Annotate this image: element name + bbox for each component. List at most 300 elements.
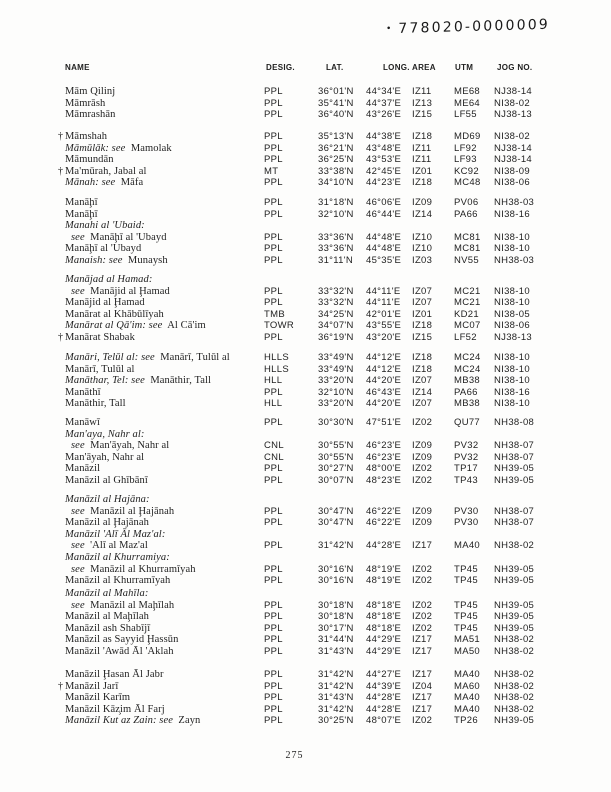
utm-code: MC24 bbox=[454, 352, 481, 363]
latitude: 34°10'N bbox=[318, 177, 354, 189]
jog-number: NI38-10 bbox=[494, 285, 530, 297]
utm-code: MA40 bbox=[454, 692, 481, 704]
table-row bbox=[0, 600, 611, 612]
area-code: IZ14 bbox=[412, 386, 433, 398]
utm-code: LF92 bbox=[454, 142, 477, 154]
utm-code: NV55 bbox=[454, 254, 479, 266]
area-code: IZ07 bbox=[412, 297, 433, 309]
utm-code: TP43 bbox=[454, 474, 478, 486]
handwritten-annotation bbox=[386, 17, 550, 38]
jog-number: NI38-02 bbox=[494, 97, 530, 109]
longitude: 43°53'E bbox=[366, 154, 402, 166]
latitude: 33°20'N bbox=[318, 398, 354, 410]
longitude: 44°28'E bbox=[366, 692, 402, 704]
designation: PPL bbox=[264, 599, 283, 611]
longitude: 44°20'E bbox=[366, 375, 402, 387]
utm-code: KD21 bbox=[454, 308, 479, 320]
table-row bbox=[0, 646, 611, 658]
designation: PPL bbox=[264, 386, 283, 398]
latitude: 30°17'N bbox=[318, 622, 354, 634]
area-code: IZ02 bbox=[412, 622, 433, 634]
designation: PPL bbox=[264, 680, 283, 692]
longitude: 44°38'E bbox=[366, 131, 402, 142]
utm-code: TP17 bbox=[454, 463, 478, 475]
longitude: 48°18'E bbox=[366, 622, 402, 634]
table-group bbox=[0, 417, 611, 487]
jog-number: NH38-07 bbox=[494, 517, 535, 529]
jog-number: NH38-07 bbox=[494, 505, 535, 517]
utm-code: PV06 bbox=[454, 197, 479, 208]
utm-code: MC81 bbox=[454, 243, 481, 255]
latitude: 31°11'N bbox=[318, 254, 354, 266]
longitude: 47°51'E bbox=[366, 417, 402, 428]
designation: PPL bbox=[264, 131, 283, 142]
area-code: IZ03 bbox=[412, 254, 433, 266]
designation: PPL bbox=[264, 331, 283, 343]
jog-number: NI38-06 bbox=[494, 320, 530, 332]
longitude: 48°23'E bbox=[366, 474, 402, 486]
table-row bbox=[0, 588, 611, 600]
utm-code: MC21 bbox=[454, 285, 481, 297]
area-code: IZ01 bbox=[412, 165, 433, 177]
utm-code: TP45 bbox=[454, 599, 478, 611]
table-row bbox=[0, 452, 611, 464]
table-row bbox=[0, 417, 611, 429]
latitude: 31°44'N bbox=[318, 634, 354, 646]
area-code: IZ02 bbox=[412, 463, 433, 475]
utm-code: QU77 bbox=[454, 417, 481, 428]
place-name: Manāthir, Tall bbox=[65, 398, 126, 410]
designation: PPL bbox=[264, 669, 283, 680]
latitude: 36°40'N bbox=[318, 109, 354, 121]
longitude: 48°19'E bbox=[366, 563, 402, 575]
jog-number: NH38-02 bbox=[494, 634, 535, 646]
place-name: Man'aya, Nahr al: bbox=[65, 428, 145, 440]
table-row bbox=[0, 669, 611, 681]
designation: PPL bbox=[264, 692, 283, 704]
place-name: Manārat Shabak bbox=[65, 331, 135, 343]
area-code: IZ09 bbox=[412, 197, 433, 208]
table-row bbox=[0, 575, 611, 587]
utm-code: LF55 bbox=[454, 109, 477, 121]
utm-code: LF93 bbox=[454, 154, 477, 166]
place-name: Manārat al Khābūlīyah bbox=[65, 308, 164, 320]
utm-code: MC81 bbox=[454, 231, 481, 243]
latitude: 31°42'N bbox=[318, 680, 354, 692]
designation: PPL bbox=[264, 463, 283, 475]
table-row bbox=[0, 634, 611, 646]
table-row bbox=[0, 243, 611, 255]
longitude: 44°39'E bbox=[366, 680, 402, 692]
area-code: IZ15 bbox=[412, 109, 433, 121]
table-row bbox=[0, 552, 611, 564]
designation: PPL bbox=[264, 563, 283, 575]
jog-number: NH39-05 bbox=[494, 563, 535, 575]
table-header-row bbox=[0, 63, 611, 75]
jog-number: NJ38-14 bbox=[494, 142, 533, 154]
table-row bbox=[0, 143, 611, 155]
table-row bbox=[0, 623, 611, 635]
longitude: 46°22'E bbox=[366, 517, 402, 529]
place-name: Manāzil al Hajāna: bbox=[65, 494, 150, 505]
longitude: 48°19'E bbox=[366, 575, 402, 587]
designation: PPL bbox=[264, 715, 283, 727]
designation: HLL bbox=[264, 398, 283, 410]
table-row bbox=[0, 177, 611, 189]
latitude: 30°18'N bbox=[318, 599, 354, 611]
place-name: Man'āyah, Nahr al bbox=[65, 451, 145, 463]
table-row bbox=[0, 320, 611, 332]
longitude: 44°20'E bbox=[366, 398, 402, 410]
utm-code: PV30 bbox=[454, 517, 479, 529]
latitude: 36°19'N bbox=[318, 331, 354, 343]
jog-number: NI38-09 bbox=[494, 165, 530, 177]
jog-number: NH38-07 bbox=[494, 451, 535, 463]
table-group bbox=[0, 197, 611, 267]
table-row bbox=[0, 440, 611, 452]
jog-number: NH38-08 bbox=[494, 417, 535, 428]
latitude: 30°27'N bbox=[318, 463, 354, 475]
utm-code: MA40 bbox=[454, 703, 481, 715]
latitude: 31°18'N bbox=[318, 197, 354, 208]
place-name: see Manāzil al Khurramīyah bbox=[71, 563, 196, 575]
place-name: Manāzil Karīm bbox=[65, 692, 131, 704]
utm-code: MC07 bbox=[454, 320, 481, 332]
column-header-utm: UTM bbox=[455, 63, 474, 72]
place-name: Manāzil al Mahīla: bbox=[65, 588, 149, 599]
table-group bbox=[0, 131, 611, 189]
table-row bbox=[0, 611, 611, 623]
utm-code: MD69 bbox=[454, 131, 481, 142]
latitude: 33°36'N bbox=[318, 243, 354, 255]
latitude: 34°07'N bbox=[318, 320, 354, 332]
utm-code: MC48 bbox=[454, 177, 481, 189]
place-name: Manāzil 'Alī Āl Maz'al: bbox=[65, 528, 166, 540]
area-code: IZ18 bbox=[412, 131, 433, 142]
jog-number: NH39-05 bbox=[494, 715, 535, 727]
table-row bbox=[0, 494, 611, 506]
place-name: Mām Qilinj bbox=[65, 86, 116, 97]
utm-code: MA40 bbox=[454, 540, 481, 552]
jog-number: NH38-02 bbox=[494, 703, 535, 715]
designation: CNL bbox=[264, 451, 284, 463]
table-row bbox=[0, 209, 611, 221]
area-code: IZ17 bbox=[412, 703, 433, 715]
latitude: 30°47'N bbox=[318, 517, 354, 529]
dagger-mark: † bbox=[58, 131, 64, 142]
longitude: 42°01'E bbox=[366, 308, 402, 320]
longitude: 44°48'E bbox=[366, 243, 402, 255]
table-row bbox=[0, 540, 611, 552]
jog-number: NH39-05 bbox=[494, 463, 535, 475]
table-group bbox=[0, 669, 611, 727]
area-code: IZ04 bbox=[412, 680, 433, 692]
jog-number: NH38-02 bbox=[494, 669, 535, 680]
designation: MT bbox=[264, 165, 279, 177]
area-code: IZ02 bbox=[412, 715, 433, 727]
longitude: 44°37'E bbox=[366, 97, 402, 109]
place-name: see Manāzil al Maḩīlah bbox=[71, 599, 175, 611]
longitude: 43°55'E bbox=[366, 320, 402, 332]
page-number: 275 bbox=[285, 750, 304, 761]
designation: PPL bbox=[264, 540, 283, 552]
longitude: 46°43'E bbox=[366, 386, 402, 398]
latitude: 33°32'N bbox=[318, 297, 354, 309]
table-row bbox=[0, 220, 611, 232]
latitude: 35°13'N bbox=[318, 131, 354, 142]
area-code: IZ17 bbox=[412, 692, 433, 704]
jog-number: NI38-10 bbox=[494, 243, 530, 255]
utm-code: MA60 bbox=[454, 680, 481, 692]
table-row bbox=[0, 131, 611, 143]
latitude: 30°16'N bbox=[318, 563, 354, 575]
area-code: IZ01 bbox=[412, 308, 433, 320]
longitude: 43°26'E bbox=[366, 109, 402, 121]
jog-number: NH39-05 bbox=[494, 474, 535, 486]
latitude: 31°43'N bbox=[318, 645, 354, 657]
table-group bbox=[0, 352, 611, 410]
place-name: Manahi al 'Ubaid: bbox=[65, 220, 145, 232]
latitude: 31°42'N bbox=[318, 703, 354, 715]
longitude: 46°23'E bbox=[366, 451, 402, 463]
latitude: 35°41'N bbox=[318, 97, 354, 109]
latitude: 36°25'N bbox=[318, 154, 354, 166]
column-header-name: NAME bbox=[65, 63, 90, 72]
jog-number: NH39-05 bbox=[494, 611, 535, 623]
place-name: Māmundān bbox=[65, 154, 114, 166]
place-name: see Manāzil al Ḩajānah bbox=[71, 505, 175, 517]
place-name: Manājid al Ḩamad bbox=[65, 297, 145, 309]
area-code: IZ09 bbox=[412, 517, 433, 529]
table-row bbox=[0, 255, 611, 267]
utm-code: MC21 bbox=[454, 297, 481, 309]
jog-number: NI38-16 bbox=[494, 386, 530, 398]
handwritten-bullet: • bbox=[385, 24, 392, 35]
table-group bbox=[0, 494, 611, 587]
designation: PPL bbox=[264, 208, 283, 220]
utm-code: MB38 bbox=[454, 375, 481, 387]
table-row bbox=[0, 86, 611, 98]
longitude: 48°18'E bbox=[366, 599, 402, 611]
designation: PPL bbox=[264, 142, 283, 154]
place-name: Manāzil Ḩasan Āl Jabr bbox=[65, 669, 164, 680]
area-code: IZ11 bbox=[412, 154, 432, 166]
longitude: 44°12'E bbox=[366, 352, 402, 363]
table-row bbox=[0, 529, 611, 541]
place-name: Manāzil al Khurramīyah bbox=[65, 575, 171, 587]
latitude: 31°43'N bbox=[318, 692, 354, 704]
designation: HLLS bbox=[264, 363, 289, 375]
designation: HLL bbox=[264, 375, 283, 387]
column-header-long: LONG. bbox=[383, 63, 410, 72]
designation: PPL bbox=[264, 97, 283, 109]
designation: PPL bbox=[264, 297, 283, 309]
area-code: IZ11 bbox=[412, 86, 432, 97]
place-name: Manāzil Jarī bbox=[65, 680, 119, 692]
jog-number: NH38-02 bbox=[494, 680, 535, 692]
area-code: IZ07 bbox=[412, 398, 433, 410]
designation: PPL bbox=[264, 622, 283, 634]
area-code: IZ18 bbox=[412, 177, 433, 189]
table-group bbox=[0, 588, 611, 658]
area-code: IZ07 bbox=[412, 375, 433, 387]
table-row bbox=[0, 463, 611, 475]
area-code: IZ18 bbox=[412, 363, 433, 375]
longitude: 44°11'E bbox=[366, 297, 401, 309]
jog-number: NI38-05 bbox=[494, 308, 530, 320]
longitude: 44°12'E bbox=[366, 363, 402, 375]
utm-code: KC92 bbox=[454, 165, 479, 177]
jog-number: NI38-02 bbox=[494, 131, 530, 142]
area-code: IZ09 bbox=[412, 451, 433, 463]
place-name: Manāzil al Ḩajānah bbox=[65, 517, 150, 529]
jog-number: NH39-05 bbox=[494, 599, 535, 611]
table-row bbox=[0, 692, 611, 704]
utm-code: TP45 bbox=[454, 622, 478, 634]
longitude: 46°22'E bbox=[366, 505, 402, 517]
area-code: IZ10 bbox=[412, 243, 433, 255]
jog-number: NH38-03 bbox=[494, 254, 535, 266]
longitude: 44°29'E bbox=[366, 645, 402, 657]
jog-number: NI38-10 bbox=[494, 363, 530, 375]
designation: HLLS bbox=[264, 352, 289, 363]
designation: PPL bbox=[264, 417, 283, 428]
utm-code: TP26 bbox=[454, 715, 478, 727]
area-code: IZ02 bbox=[412, 563, 433, 575]
latitude: 33°20'N bbox=[318, 375, 354, 387]
place-name: Māmūlāk: see Mamolak bbox=[65, 142, 172, 154]
designation: PPL bbox=[264, 243, 283, 255]
area-code: IZ10 bbox=[412, 231, 433, 243]
latitude: 36°21'N bbox=[318, 142, 354, 154]
longitude: 46°23'E bbox=[366, 440, 402, 452]
table-row bbox=[0, 429, 611, 441]
place-name: Manāzil al Maḩīlah bbox=[65, 611, 150, 623]
table-row bbox=[0, 715, 611, 727]
designation: PPL bbox=[264, 575, 283, 587]
latitude: 33°36'N bbox=[318, 231, 354, 243]
table-row bbox=[0, 332, 611, 344]
designation: PPL bbox=[264, 154, 283, 166]
utm-code: TP45 bbox=[454, 563, 478, 575]
longitude: 48°07'E bbox=[366, 715, 402, 727]
place-name: Manāzil al Khurramiya: bbox=[65, 551, 170, 563]
utm-code: TP45 bbox=[454, 611, 478, 623]
dagger-mark: † bbox=[58, 680, 64, 692]
utm-code: MA40 bbox=[454, 669, 481, 680]
place-name: see Man'āyah, Nahr al bbox=[71, 440, 170, 452]
latitude: 32°10'N bbox=[318, 208, 354, 220]
utm-code: MB38 bbox=[454, 398, 481, 410]
utm-code: MA51 bbox=[454, 634, 481, 646]
table-row bbox=[0, 98, 611, 110]
place-name: Mānah: see Māfa bbox=[65, 177, 144, 189]
latitude: 31°42'N bbox=[318, 669, 354, 680]
utm-code: PV30 bbox=[454, 505, 479, 517]
table-row bbox=[0, 704, 611, 716]
place-name: Manāzil 'Awād Āl 'Aklah bbox=[65, 645, 174, 657]
area-code: IZ15 bbox=[412, 331, 433, 343]
place-name: Manāzil al Ghībānī bbox=[65, 474, 148, 486]
designation: PPL bbox=[264, 634, 283, 646]
designation: PPL bbox=[264, 285, 283, 297]
area-code: IZ17 bbox=[412, 645, 433, 657]
table-row bbox=[0, 154, 611, 166]
latitude: 32°10'N bbox=[318, 386, 354, 398]
longitude: 43°48'E bbox=[366, 142, 402, 154]
table-row bbox=[0, 506, 611, 518]
place-name: Ma'mūrah, Jabal al bbox=[65, 165, 147, 177]
table-group bbox=[0, 86, 611, 121]
place-name: Māmrashān bbox=[65, 109, 116, 121]
jog-number: NH39-05 bbox=[494, 622, 535, 634]
jog-number: NH39-05 bbox=[494, 575, 535, 587]
place-name: Manāḩī bbox=[65, 208, 98, 220]
area-code: IZ17 bbox=[412, 540, 433, 552]
designation: PPL bbox=[264, 109, 283, 121]
latitude: 30°55'N bbox=[318, 451, 354, 463]
jog-number: NI38-06 bbox=[494, 177, 530, 189]
place-name: Manāthī bbox=[65, 386, 101, 398]
latitude: 30°07'N bbox=[318, 474, 354, 486]
latitude: 30°25'N bbox=[318, 715, 354, 727]
table-row bbox=[0, 274, 611, 286]
column-header-lat: LAT. bbox=[326, 63, 344, 72]
area-code: IZ02 bbox=[412, 474, 433, 486]
area-code: IZ02 bbox=[412, 599, 433, 611]
jog-number: NJ38-14 bbox=[494, 154, 533, 166]
longitude: 48°00'E bbox=[366, 463, 402, 475]
latitude: 30°16'N bbox=[318, 575, 354, 587]
designation: PPL bbox=[264, 611, 283, 623]
jog-number: NI38-10 bbox=[494, 231, 530, 243]
longitude: 43°20'E bbox=[366, 331, 402, 343]
utm-code: ME64 bbox=[454, 97, 481, 109]
jog-number: NH38-02 bbox=[494, 540, 535, 552]
latitude: 33°49'N bbox=[318, 363, 354, 375]
table-row bbox=[0, 375, 611, 387]
jog-number: NI38-10 bbox=[494, 352, 530, 363]
jog-number: NJ38-14 bbox=[494, 86, 533, 97]
area-code: IZ11 bbox=[412, 142, 432, 154]
latitude: 33°38'N bbox=[318, 165, 354, 177]
table-row bbox=[0, 681, 611, 693]
table-row bbox=[0, 197, 611, 209]
longitude: 44°23'E bbox=[366, 177, 402, 189]
latitude: 30°47'N bbox=[318, 505, 354, 517]
table-row bbox=[0, 364, 611, 376]
jog-number: NH38-02 bbox=[494, 692, 535, 704]
jog-number: NI38-10 bbox=[494, 297, 530, 309]
place-name: Manāḩī bbox=[65, 197, 98, 208]
longitude: 44°34'E bbox=[366, 86, 402, 97]
designation: PPL bbox=[264, 474, 283, 486]
place-name: Manaish: see Munaysh bbox=[65, 254, 168, 266]
longitude: 46°44'E bbox=[366, 208, 402, 220]
longitude: 45°35'E bbox=[366, 254, 402, 266]
table-row bbox=[0, 398, 611, 410]
area-code: IZ02 bbox=[412, 611, 433, 623]
place-name: Manājad al Hamad: bbox=[65, 274, 153, 285]
table-row bbox=[0, 564, 611, 576]
utm-code: MA50 bbox=[454, 645, 481, 657]
place-name: see 'Alī al Maz'al bbox=[71, 540, 148, 552]
designation: PPL bbox=[264, 197, 283, 208]
latitude: 34°25'N bbox=[318, 308, 354, 320]
latitude: 30°18'N bbox=[318, 611, 354, 623]
table-row bbox=[0, 475, 611, 487]
designation: PPL bbox=[264, 703, 283, 715]
